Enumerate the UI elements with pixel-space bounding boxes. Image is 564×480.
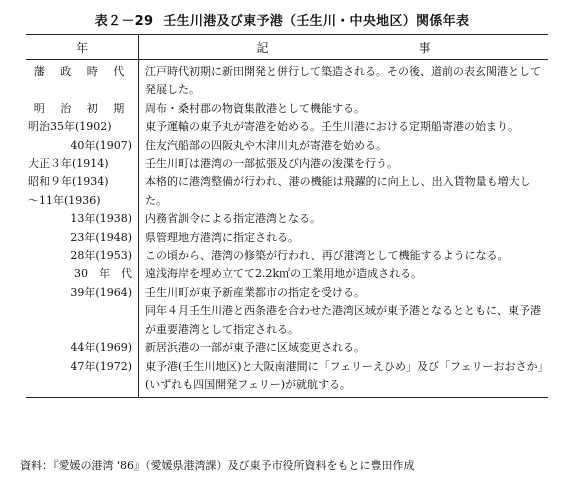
desc-header-left: 記 xyxy=(256,40,269,55)
description-cell: 同年４月壬生川港と西条港を合わせた港湾区域が東予港となるとともに、東予港が重要港湾として指定される。 xyxy=(145,304,541,336)
table-row xyxy=(26,60,548,100)
year-cell xyxy=(26,118,139,136)
table-row xyxy=(26,155,548,173)
year-cell xyxy=(26,210,139,228)
table-title xyxy=(0,10,564,29)
year-text: 23年(1948) xyxy=(70,230,132,244)
desc-header-right: 事 xyxy=(418,40,431,55)
description-cell: 遠浅海岸を埋め立てて2.2k㎡の工業用地が造成される。 xyxy=(145,267,423,281)
year-text: 47年(1972) xyxy=(70,359,132,373)
table-caption: 壬生川港及び東予港（壬生川・中央地区）関係年表 xyxy=(163,14,470,29)
year-text: 30 年 代 xyxy=(74,267,132,281)
year-text: 明治35年(1902) xyxy=(28,120,112,134)
table-row xyxy=(26,229,548,247)
description-cell: 新居浜港の一部が東予港に区域変更される。 xyxy=(145,341,365,355)
year-text: 13年(1938) xyxy=(70,212,132,226)
source-note: 資料：『愛媛の港湾 '86』（愛媛県港湾課）及び東予市役所資料をもとに豊田作成 xyxy=(20,459,415,472)
description-cell: 住友汽船部の四阪丸や木津川丸が寄港を始める。 xyxy=(145,138,387,152)
table-row xyxy=(26,100,548,118)
header-row xyxy=(26,35,548,60)
year-cell xyxy=(26,229,139,247)
year-cell xyxy=(26,339,139,357)
table-row xyxy=(26,265,548,283)
year-cell xyxy=(26,265,139,283)
table-row xyxy=(26,302,548,339)
table-body xyxy=(26,60,548,398)
year-cell xyxy=(26,100,139,118)
table-number: 表２－29 xyxy=(94,14,154,29)
year-text: 藩 政 時 代 xyxy=(33,65,131,78)
table-row xyxy=(26,118,548,136)
table-row xyxy=(26,284,548,302)
year-cell xyxy=(26,284,139,302)
table-row xyxy=(26,247,548,265)
table-row xyxy=(26,173,548,210)
description-cell: 壬生川町は港湾の一部拡張及び内港の浚渫を行う。 xyxy=(145,157,398,171)
description-cell: 内務省訓令による指定港湾となる。 xyxy=(145,212,321,226)
description-cell: 県管理地方港湾に指定される。 xyxy=(145,230,299,244)
table-row xyxy=(26,137,548,155)
year-text: 44年(1969) xyxy=(70,341,132,355)
description-column-header xyxy=(139,35,549,60)
table-row xyxy=(26,339,548,357)
description-cell: 周布・桑村郡の物資集散港として機能する。 xyxy=(145,101,365,115)
year-text: 28年(1953) xyxy=(70,249,132,263)
table-row xyxy=(26,358,548,398)
table-row xyxy=(26,210,548,228)
description-cell: 東予港(壬生川地区)と大阪南港間に「フェリーえひめ」及び「フェリーおおさか」(いずれも四国開発フェリー)が就航する。 xyxy=(139,358,549,398)
year-text: 大正３年(1914) xyxy=(28,157,109,171)
year-cell xyxy=(26,60,139,100)
year-cell xyxy=(26,247,139,265)
year-cell xyxy=(26,358,139,398)
year-text: 明 治 初 期 xyxy=(33,101,131,115)
description-cell: この頃から、港湾の修築が行われ、再び港湾として機能するようになる。 xyxy=(145,249,509,263)
year-column-header: 年 xyxy=(26,35,139,60)
year-text: ～11年(1936) xyxy=(28,193,101,207)
year-cell xyxy=(26,155,139,173)
description-cell: 本格的に港湾整備が行われ、港の機能は飛躍的に向上し、出入貨物量も増大した。 xyxy=(145,175,531,207)
year-cell xyxy=(26,173,139,210)
year-text: 40年(1907) xyxy=(70,138,132,152)
year-text: 39年(1964) xyxy=(70,285,132,299)
year-text: 昭和９年(1934) xyxy=(28,175,109,189)
history-table xyxy=(26,34,548,398)
description-cell: 壬生川町が東予新産業都市の指定を受ける。 xyxy=(145,285,365,299)
year-cell xyxy=(26,137,139,155)
description-cell: 江戸時代初期に新田開発と併行して築造される。その後、道前の表玄関港として発展した。 xyxy=(145,65,541,97)
year-cell xyxy=(26,302,139,339)
description-cell: 東予運輸の東予丸が寄港を始める。壬生川港における定期船寄港の始まり。 xyxy=(145,120,519,134)
